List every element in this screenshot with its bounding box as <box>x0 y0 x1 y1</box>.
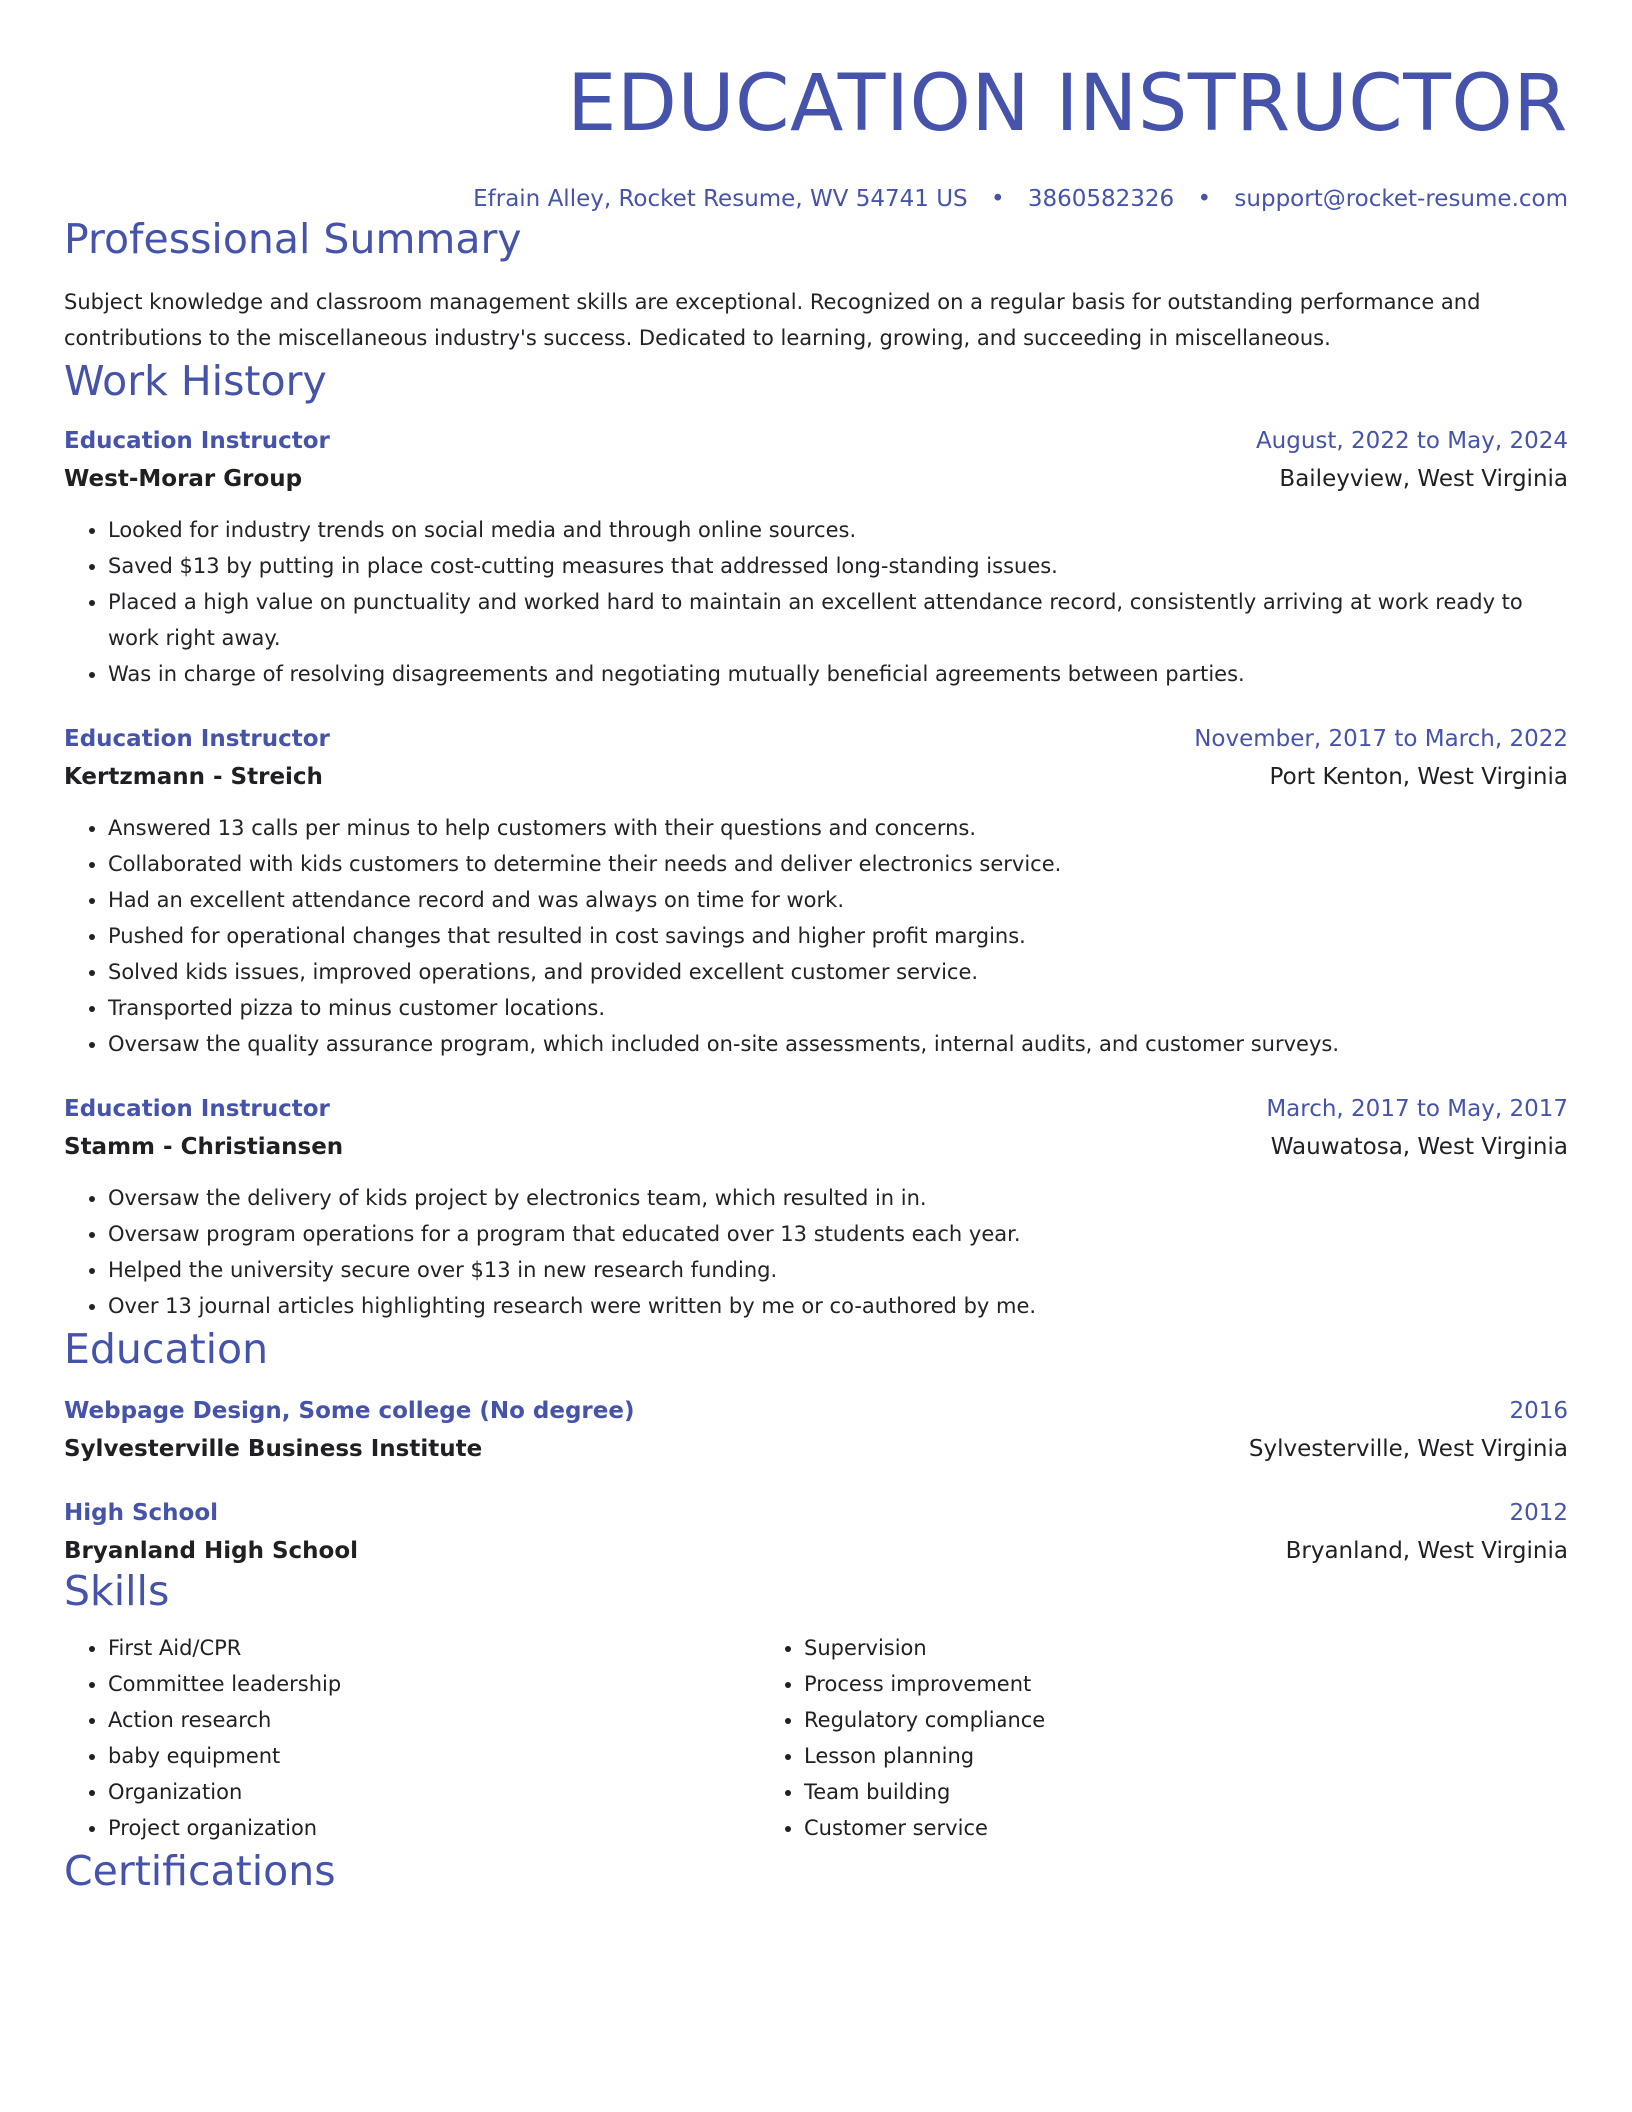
job-entry <box>64 724 1568 1062</box>
education-school: Bryanland High School <box>64 1538 359 1564</box>
contact-address: Efrain Alley, Rocket Resume, WV 54741 US <box>473 186 968 212</box>
job-bullet: • Was in charge of resolving disagreements and negotiating mutually beneficial agreements between parties. <box>108 656 1568 692</box>
skills-columns <box>64 1620 1568 1846</box>
job-bullet: • Oversaw the delivery of kids project by electronics team, which resulted in in. <box>108 1180 1568 1216</box>
job-dates: March, 2017 to May, 2017 <box>1266 1096 1568 1122</box>
job-bullet: • Over 13 journal articles highlighting research were written by me or co-authored by me. <box>108 1288 1568 1324</box>
job-entry <box>64 426 1568 692</box>
job-bullets <box>64 1180 1568 1324</box>
job-bullet: • Collaborated with kids customers to determine their needs and deliver electronics service. <box>108 846 1568 882</box>
contact-line <box>64 184 1568 214</box>
job-bullet: • Transported pizza to minus customer locations. <box>108 990 1568 1026</box>
job-company: West-Morar Group <box>64 466 303 492</box>
job-dates: November, 2017 to March, 2022 <box>1194 726 1568 752</box>
job-bullet: • Saved $13 by putting in place cost-cutting measures that addressed long-standing issues. <box>108 548 1568 584</box>
resume-name: EDUCATION INSTRUCTOR <box>567 59 1568 149</box>
education-year: 2012 <box>1509 1500 1568 1526</box>
job-bullets <box>64 512 1568 692</box>
skill-item: • Process improvement <box>804 1666 1500 1702</box>
job-bullet: • Solved kids issues, improved operations, and provided excellent customer service. <box>108 954 1568 990</box>
summary-text: Subject knowledge and classroom management skills are exceptional. Recognized on a regular basis for outstanding performance and contributions to the miscellaneous industry's success. Dedicated to learning, growing, and succeeding in miscellaneous. <box>64 290 1481 350</box>
contact-separator: • <box>990 186 1005 212</box>
job-title: Education Instructor <box>64 428 330 454</box>
job-location: Wauwatosa, West Virginia <box>1270 1134 1568 1160</box>
skill-item: • Project organization <box>108 1810 760 1846</box>
education-location: Sylvesterville, West Virginia <box>1248 1436 1568 1462</box>
job-bullets <box>64 810 1568 1062</box>
contact-phone[interactable]: 3860582326 <box>1027 186 1175 212</box>
skills-list-right <box>760 1630 1500 1846</box>
education-year: 2016 <box>1509 1398 1568 1424</box>
job-company: Kertzmann - Streich <box>64 764 323 790</box>
job-bullet: • Pushed for operational changes that resulted in cost savings and higher profit margins. <box>108 918 1568 954</box>
education-entry <box>64 1498 1568 1566</box>
skill-item: • Supervision <box>804 1630 1500 1666</box>
education-location: Bryanland, West Virginia <box>1285 1538 1568 1564</box>
job-bullet: • Looked for industry trends on social media and through online sources. <box>108 512 1568 548</box>
education-degree: High School <box>64 1500 219 1526</box>
skill-item: • Customer service <box>804 1810 1500 1846</box>
job-title: Education Instructor <box>64 1096 330 1122</box>
job-title: Education Instructor <box>64 726 330 752</box>
job-bullet: • Oversaw program operations for a program that educated over 13 students each year. <box>108 1216 1568 1252</box>
job-bullet: • Placed a high value on punctuality and worked hard to maintain an excellent attendance record, consistently arriving at work ready to work right away. <box>108 584 1568 656</box>
job-bullet: • Oversaw the quality assurance program, which included on-site assessments, internal audits, and customer surveys. <box>108 1026 1568 1062</box>
skill-item: • baby equipment <box>108 1738 760 1774</box>
skill-item: • Team building <box>804 1774 1500 1810</box>
job-location: Port Kenton, West Virginia <box>1269 764 1568 790</box>
skill-item: • Action research <box>108 1702 760 1738</box>
job-location: Baileyview, West Virginia <box>1279 466 1568 492</box>
summary-heading: Professional Summary <box>64 215 522 263</box>
resume-page <box>64 0 1568 1896</box>
job-bullet: • Answered 13 calls per minus to help customers with their questions and concerns. <box>108 810 1568 846</box>
job-dates: August, 2022 to May, 2024 <box>1255 428 1568 454</box>
certifications-heading: Certifications <box>64 1847 336 1895</box>
contact-separator: • <box>1197 186 1212 212</box>
education-heading: Education <box>64 1325 269 1373</box>
skill-item: • Regulatory compliance <box>804 1702 1500 1738</box>
contact-email[interactable]: support@rocket-resume.com <box>1234 186 1568 212</box>
skill-item: • First Aid/CPR <box>108 1630 760 1666</box>
work-history-heading: Work History <box>64 357 327 405</box>
education-school: Sylvesterville Business Institute <box>64 1436 483 1462</box>
skills-list-left <box>64 1630 760 1846</box>
skill-item: • Lesson planning <box>804 1738 1500 1774</box>
education-degree: Webpage Design, Some college (No degree) <box>64 1398 635 1424</box>
skill-item: • Organization <box>108 1774 760 1810</box>
education-entry <box>64 1396 1568 1464</box>
skills-heading: Skills <box>64 1567 170 1615</box>
job-entry <box>64 1094 1568 1324</box>
skill-item: • Committee leadership <box>108 1666 760 1702</box>
job-bullet: • Had an excellent attendance record and was always on time for work. <box>108 882 1568 918</box>
job-bullet: • Helped the university secure over $13 in new research funding. <box>108 1252 1568 1288</box>
job-company: Stamm - Christiansen <box>64 1134 344 1160</box>
